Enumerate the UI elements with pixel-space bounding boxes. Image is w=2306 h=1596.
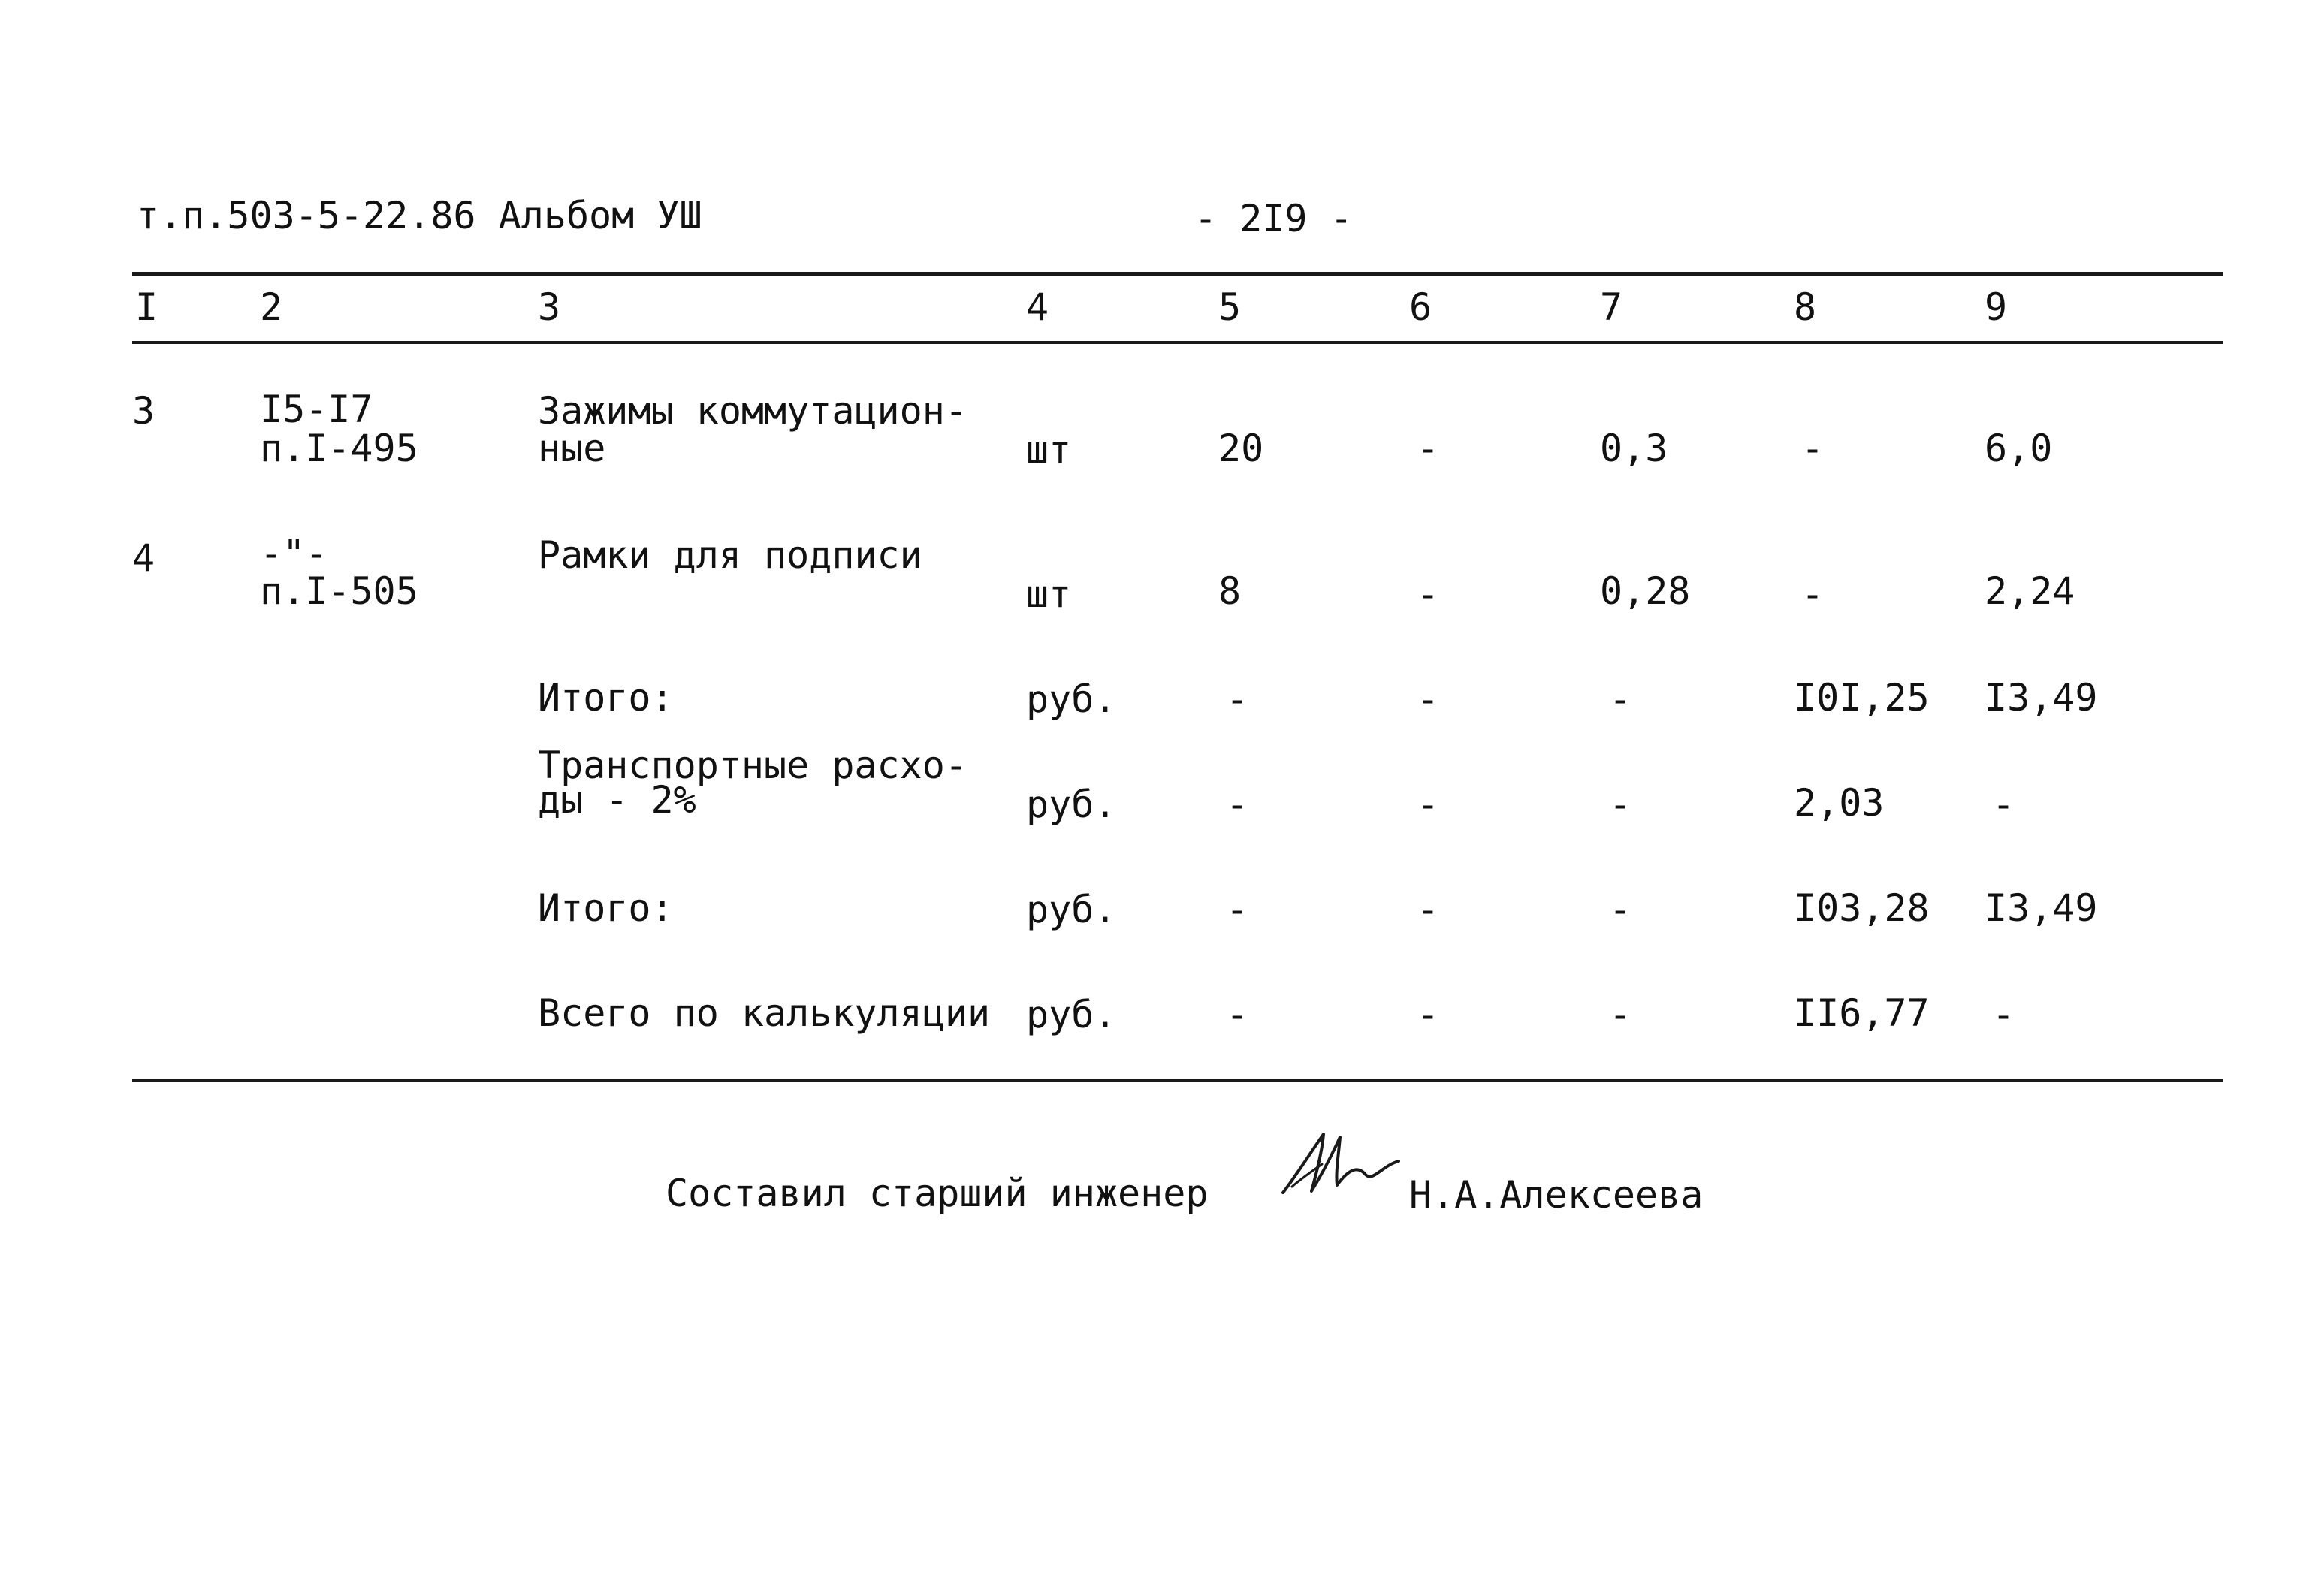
quantity: - xyxy=(1226,993,1249,1036)
column-header-8: 8 xyxy=(1794,285,1817,329)
item-name: Итого: xyxy=(538,886,674,930)
column-header-7: 7 xyxy=(1600,285,1623,329)
column-header-2: 2 xyxy=(260,285,283,329)
unit: шт xyxy=(1026,572,1072,616)
column-header-3: 3 xyxy=(538,285,561,329)
catalog-reference: -"- xyxy=(260,532,328,575)
unit: шт xyxy=(1026,428,1072,472)
col7-value: - xyxy=(1609,993,1632,1036)
quantity: - xyxy=(1226,677,1249,721)
catalog-reference: I5-I7 xyxy=(260,388,373,431)
col6-value: - xyxy=(1417,783,1440,826)
col7-value: - xyxy=(1609,888,1632,931)
item-name-line2: ды - 2% xyxy=(538,778,696,822)
col7-value: - xyxy=(1609,677,1632,721)
item-name: Итого: xyxy=(538,676,674,720)
column-header-1: I xyxy=(135,285,158,329)
col8-value: II6,77 xyxy=(1794,991,1930,1035)
col7-value: - xyxy=(1609,783,1632,826)
col9-value: I3,49 xyxy=(1985,676,2098,720)
col7-value: 0,3 xyxy=(1600,427,1668,470)
table-bottom-rule xyxy=(132,1079,2223,1082)
col6-value: - xyxy=(1417,677,1440,721)
unit: руб. xyxy=(1026,888,1117,931)
page-number: - 2I9 - xyxy=(1194,197,1353,240)
unit: руб. xyxy=(1026,993,1117,1036)
table-header-rule xyxy=(132,341,2223,344)
catalog-reference-line2: п.I-505 xyxy=(260,569,418,613)
item-name: Зажимы коммутацион- xyxy=(538,389,967,433)
col6-value: - xyxy=(1417,993,1440,1036)
quantity: 20 xyxy=(1218,427,1264,470)
col6-value: - xyxy=(1417,572,1440,616)
quantity: 8 xyxy=(1218,569,1242,613)
item-name-line2: ные xyxy=(538,427,606,470)
unit: руб. xyxy=(1026,783,1117,826)
unit: руб. xyxy=(1026,677,1117,721)
column-header-5: 5 xyxy=(1218,285,1242,329)
item-name: Рамки для подписи xyxy=(538,533,922,577)
column-header-4: 4 xyxy=(1026,285,1049,329)
document-reference: т.п.503-5-22.86 Альбом УШ xyxy=(137,194,702,237)
row-number: 4 xyxy=(132,536,155,580)
col8-value: - xyxy=(1801,427,1825,470)
item-name: Транспортные расхо- xyxy=(538,744,967,787)
col9-value: - xyxy=(1992,783,2015,826)
item-name: Всего по калькуляции xyxy=(538,991,991,1035)
col8-value: I03,28 xyxy=(1794,886,1930,930)
col8-value: - xyxy=(1801,572,1825,616)
col9-value: I3,49 xyxy=(1985,886,2098,930)
col6-value: - xyxy=(1417,888,1440,931)
col9-value: - xyxy=(1992,993,2015,1036)
quantity: - xyxy=(1226,783,1249,826)
catalog-reference-line2: п.I-495 xyxy=(260,427,418,470)
column-header-6: 6 xyxy=(1409,285,1432,329)
quantity: - xyxy=(1226,888,1249,931)
col9-value: 6,0 xyxy=(1985,427,2053,470)
col8-value: 2,03 xyxy=(1794,781,1885,825)
signer-name: Н.А.Алексеева xyxy=(1409,1173,1704,1217)
col6-value: - xyxy=(1417,427,1440,470)
table-top-rule xyxy=(132,272,2223,276)
compiled-by-label: Составил старший инженер xyxy=(666,1172,1209,1215)
column-header-9: 9 xyxy=(1985,285,2008,329)
col7-value: 0,28 xyxy=(1600,569,1691,613)
row-number: 3 xyxy=(132,389,155,433)
signature-image xyxy=(1277,1119,1405,1202)
col9-value: 2,24 xyxy=(1985,569,2075,613)
col8-value: I0I,25 xyxy=(1794,676,1930,720)
